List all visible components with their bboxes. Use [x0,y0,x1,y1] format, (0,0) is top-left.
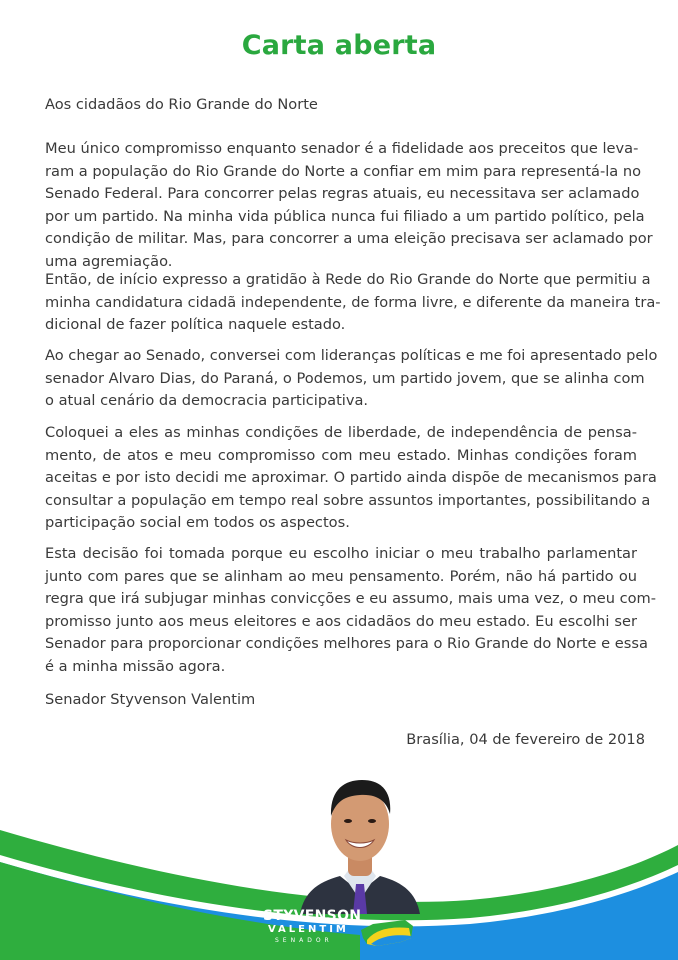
letter-date: Brasília, 04 de fevereiro de 2018 [406,731,645,748]
letter-greeting: Aos cidadãos do Rio Grande do Norte [45,96,318,113]
text-line: minha candidatura cidadã independente, de forma livre, e diferente da maneira tra- [45,293,661,311]
text-line: senador Alvaro Dias, do Paraná, o Podemos, um partido jovem, que se alinha com [45,369,645,387]
text-line: consultar a população em tempo real sobre assuntos importantes, possibilitando a [45,491,651,509]
text-line: Senador para proporcionar condições melhores para o Rio Grande do Norte e essa [45,635,648,652]
text-line: participação social em todos os aspectos. [45,514,350,531]
letter-paragraph-1 [45,138,653,273]
text-line: aceitas e por isto decidi me aproximar. O partido ainda dispõe de mecanismos para [45,469,657,486]
text-line: Coloquei a eles as minhas condições de liberdade, de independência de pensa- [45,424,637,441]
letter-paragraph-4 [45,422,657,535]
left-eye [344,819,352,823]
text-line: Esta decisão foi tomada porque eu escolho iniciar o meu trabalho parlamentar [45,545,637,562]
right-eye [368,819,376,823]
text-line: uma agremiação. [45,252,173,270]
letter-paragraph-3 [45,345,658,413]
letter-signature: Senador Styvenson Valentim [45,691,256,708]
text-line: condição de militar. Mas, para concorrer a uma eleição precisava ser aclamado por [45,230,653,247]
text-line: regra que irá subjugar minhas convicções e eu assumo, mais uma vez, o meu com- [45,590,657,607]
text-line: por um partido. Na minha vida pública nunca fui filiado a um partido político, pela [45,207,645,225]
text-line: ram a população do Rio Grande do Norte a confiar em mim para representá-la no [45,162,642,180]
text-line: mento, de atos e meu compromisso com meu estado. Minhas condições foram [45,446,637,464]
logo-name-line1: STYVENSON [263,908,362,924]
letter-paragraph-2 [45,269,661,337]
text-line: Então, de início expresso a gratidão à Rede do Rio Grande do Norte que permitiu a [45,271,651,288]
text-line: junto com pares que se alinham ao meu pensamento. Porém, não há partido ou [45,567,637,585]
rio-grande-do-norte-map-icon [359,918,415,950]
text-line: Meu único compromisso enquanto senador é a fidelidade aos preceitos que leva- [45,140,639,157]
text-line: dicional de fazer política naquele estado. [45,316,346,333]
letter-paragraph-5 [45,543,657,678]
text-line: o atual cenário da democracia participativa. [45,392,369,409]
text-line: promisso junto aos meus eleitores e aos cidadãos do meu estado. Eu escolhi ser [45,612,637,630]
logo-name-line2: VALENTIM [268,924,349,935]
logo-title-line: SENADOR [275,937,333,944]
letter-title: Carta aberta [241,30,437,61]
senator-portrait [296,764,424,914]
text-line: Senado Federal. Para concorrer pelas regras atuais, eu necessitava ser aclamado [45,185,640,202]
styvenson-valentim-logo [255,906,425,958]
text-line: Ao chegar ao Senado, conversei com lideranças políticas e me foi apresentado pelo [45,347,658,364]
text-line: é a minha missão agora. [45,657,226,675]
